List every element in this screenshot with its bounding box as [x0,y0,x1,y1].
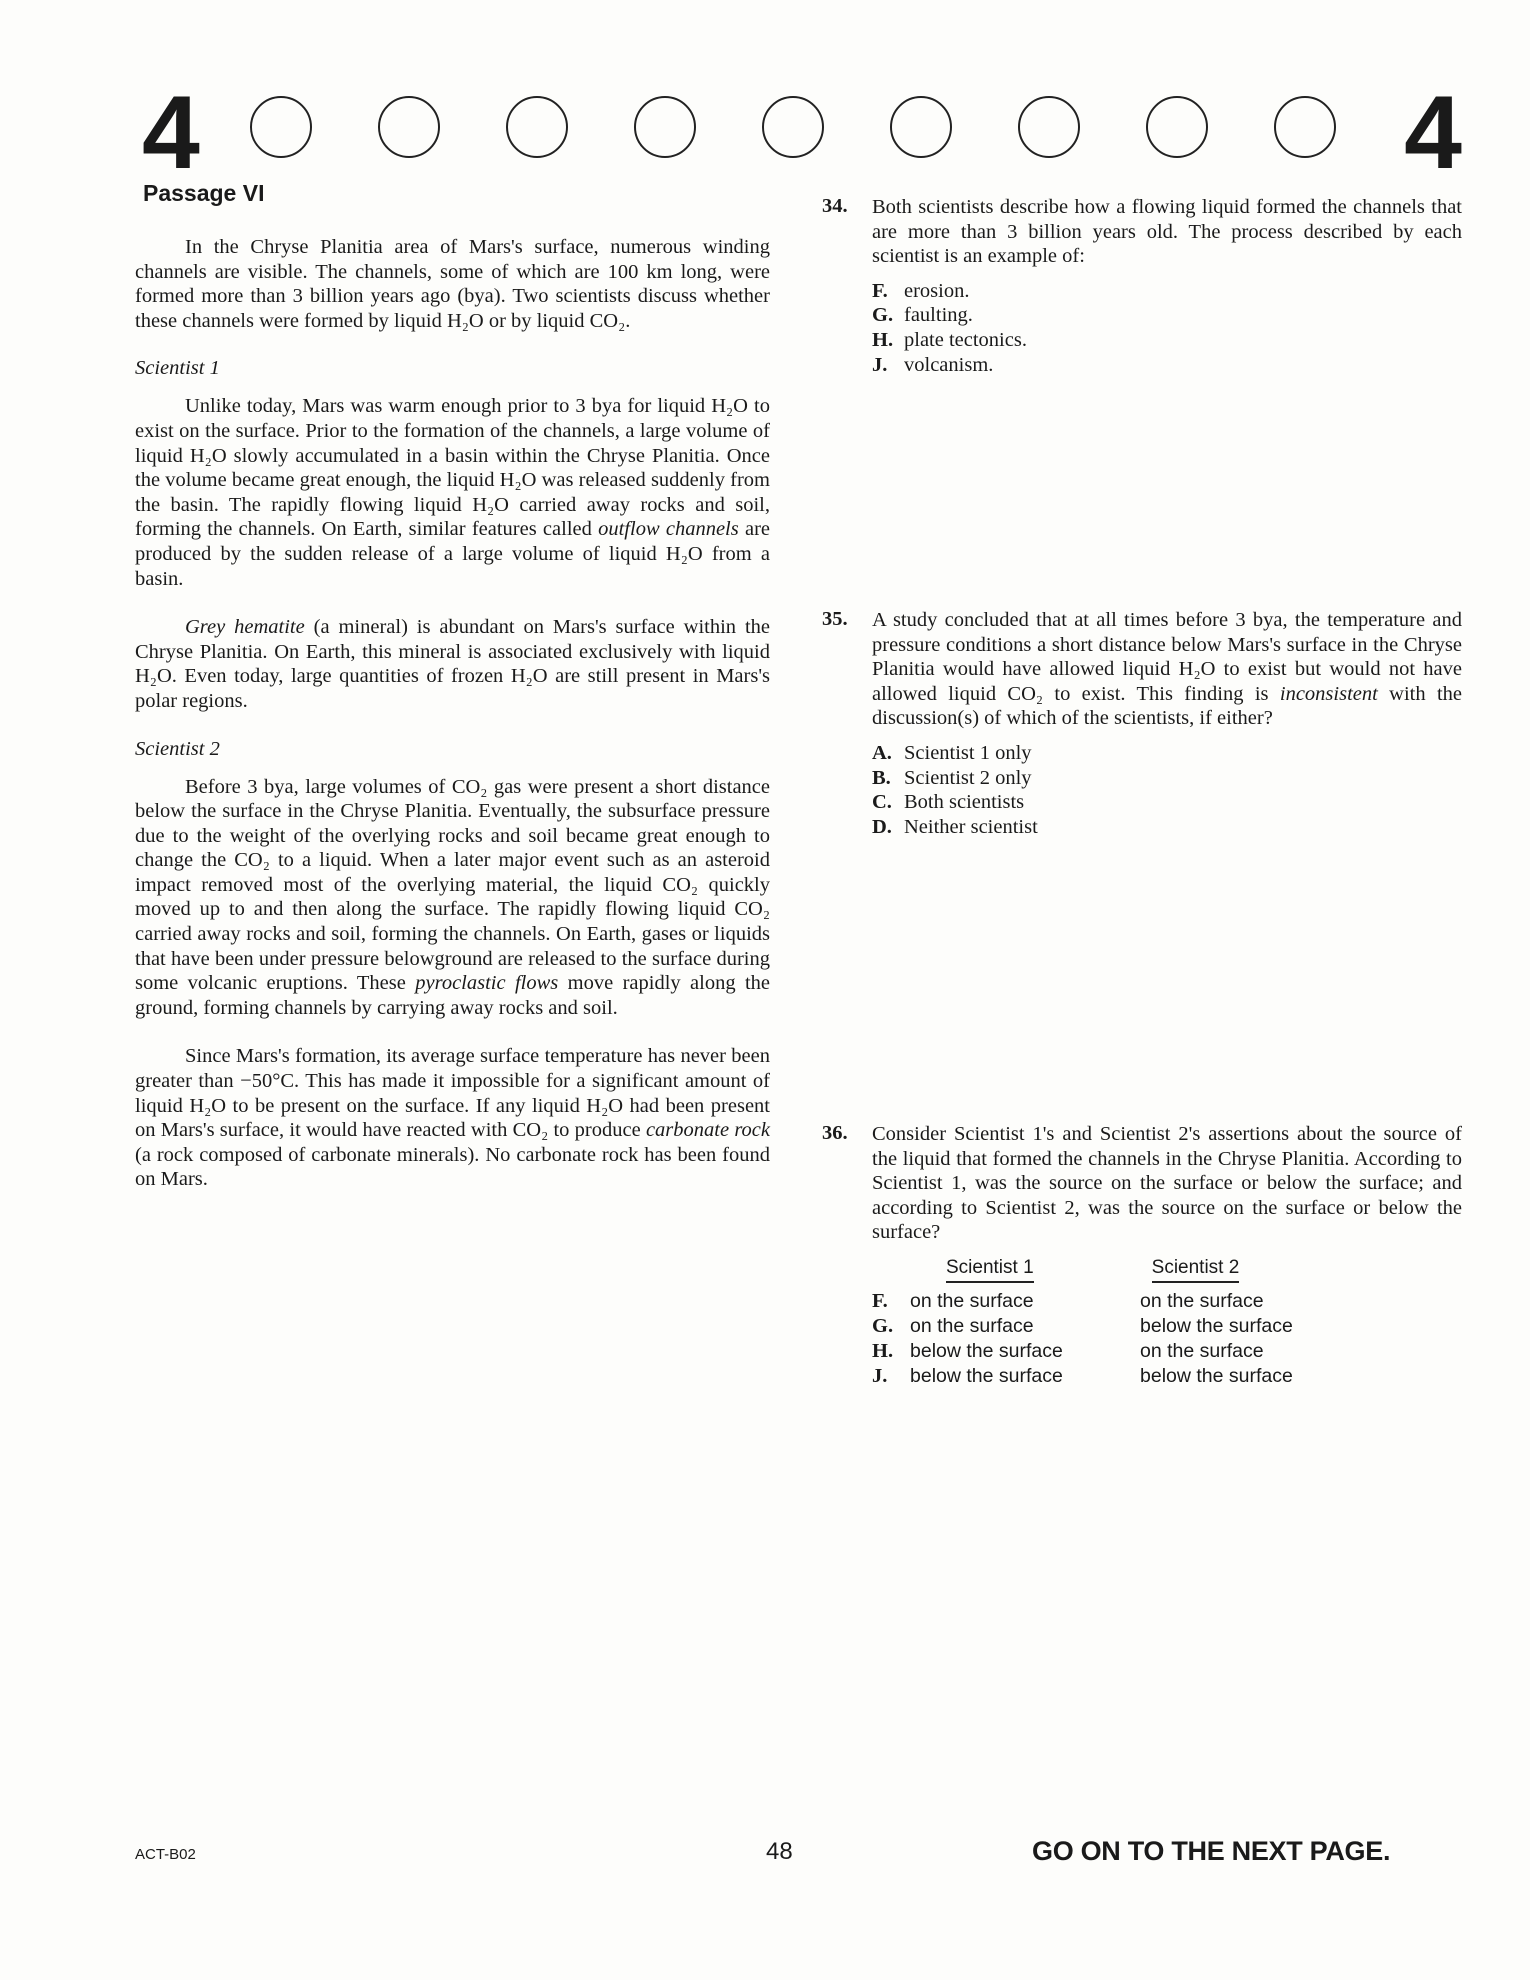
answer-option-c[interactable] [872,790,1462,815]
option-text: Scientist 1 only [904,741,1032,764]
option-letter: D. [872,815,892,838]
question-number: 35. [822,608,848,630]
option-letter: J. [872,353,888,376]
option-letter: F. [872,1289,888,1312]
scientist-2-paragraph-1 [135,775,770,1021]
column-header-scientist-2: Scientist 2 [1152,1257,1240,1283]
scientist-2-paragraph-2 [135,1044,770,1192]
section-header [142,75,1462,191]
answer-option-f[interactable] [872,279,1462,304]
option-letter: H. [872,1339,894,1362]
option-text: Both scientists [904,791,1025,814]
answer-option-h[interactable] [872,328,1462,353]
page-number: 48 [766,1838,793,1865]
question-35 [822,608,1462,839]
option-scientist-1: on the surface [910,1289,1034,1312]
option-scientist-2: on the surface [1140,1289,1264,1312]
answer-option-j[interactable] [872,353,1462,378]
text-run: (a mineral) is abundant on Mars's surface within the Chryse Planitia. On Earth, this mineral is associated exclusively with liquid H₂O. Even today, large quantities of frozen H₂O are still present in Mars's polar regions. [135,616,770,712]
circle-icon [506,96,568,158]
term-carbonate-rock: carbonate rock [645,1119,770,1142]
circle-icon [634,96,696,158]
header-circles [242,96,1352,164]
circle-icon [1274,96,1336,158]
scientist-1-heading: Scientist 1 [135,357,220,380]
option-letter: B. [872,766,891,789]
answer-option-h[interactable] [872,1339,1352,1364]
text-run: A study concluded that at all times before 3 bya, the temperature and pressure conditions a short distance below Mars's surface in the Chryse Planitia would have allowed liquid H₂O to exist but would not have allowed liquid CO₂ to exist. This finding is [872,609,1462,705]
option-letter: H. [872,328,894,351]
scientist-1-paragraph-2 [135,615,770,713]
circle-icon [250,96,312,158]
option-letter: J. [872,1364,888,1387]
passage-column [135,180,770,1216]
text-run: Since Mars's formation, its average surface temperature has never been greater than −50°C. This has made it impossible for a significant amount of liquid H₂O to be present on the surface. If any liquid H₂O had been present on Mars's surface, it would have reacted with CO₂ to produce [135,1045,770,1142]
option-text: erosion. [904,279,970,302]
circle-icon [762,96,824,158]
option-letter: A. [872,741,892,764]
text-run: with the discussion(s) of which of the scientists, if either? [872,682,1462,730]
option-scientist-2: below the surface [1140,1364,1293,1387]
form-code: ACT-B02 [135,1846,196,1863]
answer-option-g[interactable] [872,303,1462,328]
circle-icon [1146,96,1208,158]
term-outflow-channels: outflow channels [598,518,739,541]
circle-icon [890,96,952,158]
option-text: plate tectonics. [904,328,1027,351]
section-number-left: 4 [142,75,200,191]
circle-icon [1018,96,1080,158]
option-text: Neither scientist [904,815,1038,838]
text-run: Unlike today, Mars was warm enough prior to 3 bya for liquid H₂O to exist on the surface. Prior to the formation of the channels, a large volume of liquid H₂O slowly accumulated in a basin within the Chryse Planitia. Once the volume became great enough, the liquid H₂O was released suddenly from the basin. The rapidly flowing liquid H₂O carried away rocks and soil, forming the channels. On Earth, similar features called [135,395,770,541]
option-text: volcanism. [904,353,994,376]
text-run: move rapidly along the ground, forming channels by carrying away rocks and soil. [135,972,771,1019]
answer-option-g[interactable] [872,1314,1352,1339]
passage-intro: In the Chryse Planitia area of Mars's surface, numerous winding channels are visible. The channels, some of which are 100 km long, were formed more than 3 billion years ago (bya). Two scientists discuss whether these channels were formed by liquid H₂O or by liquid CO₂. [135,236,770,332]
answer-table [872,1257,1352,1389]
option-letter: F. [872,279,888,302]
go-on-notice: GO ON TO THE NEXT PAGE. [1032,1836,1391,1866]
answer-option-d[interactable] [872,815,1462,840]
question-number: 34. [822,195,848,217]
answer-options [872,279,1462,377]
answer-option-b[interactable] [872,766,1462,791]
passage-title: Passage VI [143,180,265,206]
text-run: (a rock composed of carbonate minerals). No carbonate rock has been found on Mars. [135,1143,770,1191]
term-grey-hematite: Grey hematite [185,616,305,639]
answer-option-f[interactable] [872,1289,1352,1314]
term-pyroclastic-flows: pyroclastic flows [415,972,559,995]
question-number: 36. [822,1122,848,1144]
term-inconsistent: inconsistent [1279,682,1378,705]
option-letter: G. [872,1314,894,1337]
circle-icon [378,96,440,158]
question-36 [822,1122,1462,1389]
column-header-scientist-1: Scientist 1 [946,1257,1034,1283]
option-scientist-1: below the surface [910,1364,1063,1387]
question-text [872,608,1462,731]
text-run: are produced by the sudden release of a large volume of liquid H₂O from a basin. [135,518,770,590]
question-34 [822,195,1462,377]
answer-option-j[interactable] [872,1364,1352,1389]
answer-options [872,741,1462,839]
option-scientist-1: on the surface [910,1314,1034,1337]
section-number-right: 4 [1404,75,1462,191]
question-text: Both scientists describe how a flowing liquid formed the channels that are more than 3 billion years old. The process described by each scientist is an example of: [872,196,1462,268]
option-letter: C. [872,791,892,814]
option-letter: G. [872,304,894,327]
option-text: faulting. [904,304,973,327]
option-scientist-2: on the surface [1140,1339,1264,1362]
scientist-1-paragraph-1 [135,394,770,591]
answer-table-header [872,1257,1352,1283]
option-scientist-2: below the surface [1140,1314,1293,1337]
answer-option-a[interactable] [872,741,1462,766]
question-text: Consider Scientist 1's and Scientist 2's assertions about the source of the liquid that formed the channels in the Chryse Planitia. According to Scientist 1, was the source on the surface or below the surface; and according to Scientist 2, was the source on the surface or below the surface? [872,1123,1462,1244]
option-scientist-1: below the surface [910,1339,1063,1362]
option-text: Scientist 2 only [904,766,1032,789]
text-run: Before 3 bya, large volumes of CO₂ gas were present a short distance below the surface in the Chryse Planitia. Eventually, the subsurface pressure due to the weight of the overlying rocks and soil became great enough to change the CO₂ to a liquid. When a later major event such as an asteroid impact removed most of the overlying material, the liquid CO₂ quickly moved up to and then along the surface. The rapidly flowing liquid CO₂ carried away rocks and soil, forming the channels. On Earth, gases or liquids that have been under pressure belowground are released to the surface during some volcanic eruptions. These [135,775,770,995]
scientist-2-heading: Scientist 2 [135,737,220,760]
